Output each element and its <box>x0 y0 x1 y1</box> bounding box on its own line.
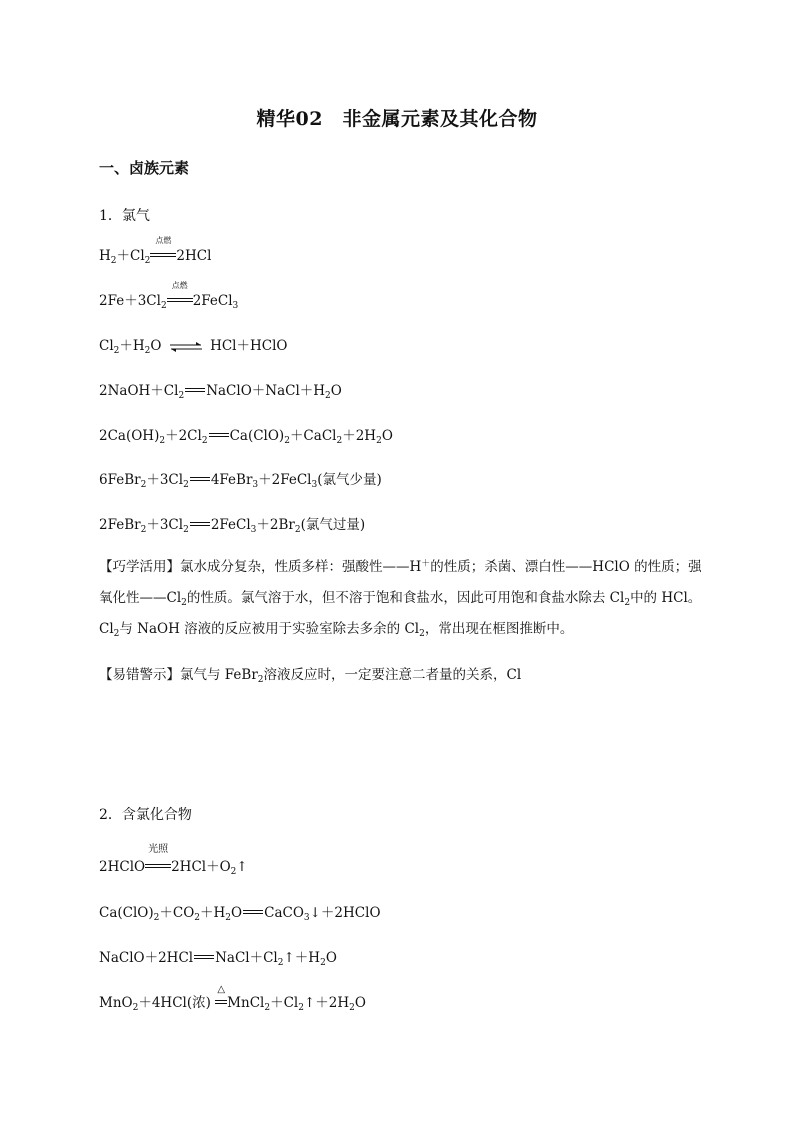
condition-ignite: 点燃 <box>150 246 176 266</box>
equation-hclo-light: 2HClO 光照 $2HCl+O_2↑$ <box>99 844 248 877</box>
condition-light: 光照 <box>145 857 171 877</box>
tip-paragraph-warning: 【易错警示】氯气与 FeBr$_2$溶液反应时，一定要注意二者量的关系，Cl <box>99 667 522 685</box>
reversible-arrow-icon <box>169 342 203 352</box>
equation-caoh2-cl2: $2Ca(OH)_2+2Cl_2$ $Ca(ClO)_2+CaCl_2+2H_2O$ <box>99 428 393 446</box>
condition-ignite: 点燃 <box>167 291 193 311</box>
subheading-chlorine-compounds: 2．含氯化合物 <box>99 807 192 823</box>
equation-mno2-hcl: MnO$_2$＋4HCl(浓) △ $MnCl_2+Cl_2↑+2H_2O$ <box>99 984 366 1013</box>
equation-caclo2-co2: $Ca(ClO)_2+CO_2+H_2O$ CaCO$_3$↓＋2HClO <box>99 905 381 923</box>
tip-paragraph-learning: 【巧学活用】氯水成分复杂，性质多样：强酸性——H＋的性质；杀菌、漂白性——HClO 的性质；强氧化性$——Cl_2$的性质。氯气溶于水，但不溶于饱和食盐水，因此可用饱和食盐水除去 $Cl_2$中的 HCl。$Cl_2$与 NaOH 溶液的反应被用于实验室除去多余的 $Cl_2$，常出现在框图推断中。 <box>99 559 702 639</box>
condition-heat: △ <box>215 993 227 1013</box>
equation-naoh-cl2: $2NaOH+Cl_2$ $NaClO+NaCl+H_2O$ <box>99 383 342 401</box>
subheading-chlorine: 1．氯气 <box>99 208 150 224</box>
page-title: 精华02 非金属元素及其化合物 <box>256 108 538 130</box>
equation-h2-cl2: $H_2+Cl_2$ 点燃 2HCl <box>99 236 212 266</box>
section-heading-halogens: 一、卤族元素 <box>99 159 190 177</box>
equation-febr2-cl2-little: $6FeBr_2+3Cl_2$ 4FeBr$_3$＋2FeCl$_3$(氯气少量) <box>99 472 382 490</box>
equation-cl2-water: $Cl_2+H_2O$ HCl＋HClO <box>99 338 288 356</box>
equation-fe-cl2: $2Fe+3Cl_2$ 点燃 2FeCl$_3$ <box>99 281 239 311</box>
equation-naclo-hcl: NaClO＋2HCl $NaCl+Cl_2↑+H_2O$ <box>99 950 337 968</box>
equation-febr2-cl2-excess: $2FeBr_2+3Cl_2$ $2FeCl_3+2Br_2$(氯气过量) <box>99 517 366 535</box>
